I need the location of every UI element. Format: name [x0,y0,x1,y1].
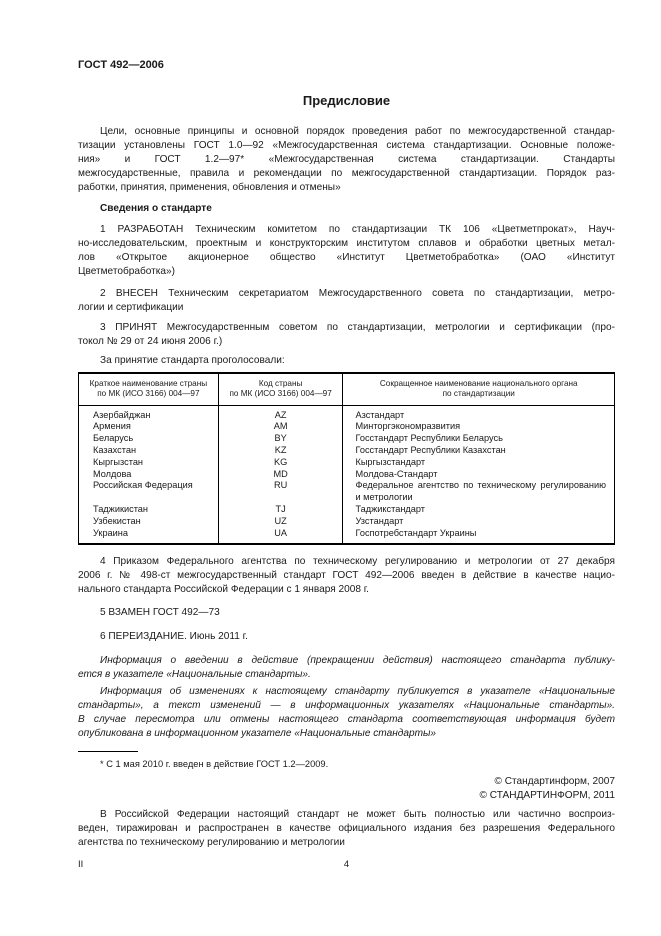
country-row [79,457,615,469]
cell-org: Минторгэкономразвития [343,421,615,433]
notice-paragraph-1 [78,654,615,682]
vote-table-header [79,373,615,405]
cell-country: Российская Федерация [79,480,219,504]
text-line: В случае пересмотра или отмены настоящего стандарта соответствующая информация будет [78,714,615,726]
notice-paragraph-2 [78,685,615,741]
page-footer [78,858,615,871]
text-line: тизации установлены ГОСТ 1.0—92 «Межгосударственная система стандартизации. Основные положе- [78,140,615,151]
country-row [79,433,615,445]
copyright-block [78,775,615,803]
cell-country: Молдова [79,469,219,481]
cell-code: AM [218,421,343,433]
standard-info-heading: Сведения о стандарте [100,203,212,214]
text-line: 2 ВНЕСЕН Техническим секретариатом Межгосударственного совета по стандартизации, метро- [100,288,615,299]
text-line: 2006 г. № 498-ст межгосударственный стандарт ГОСТ 492—2006 введен в действие в качестве нацио- [78,570,615,582]
cell-code: BY [218,433,343,445]
cell-code: KZ [218,445,343,457]
header-country [79,373,219,405]
footer-page-roman: II [78,859,84,871]
text-line: 3 ПРИНЯТ Межгосударственным советом по стандартизации, метрологии и сертификации (про- [100,322,615,333]
footer-page-number: 4 [343,859,350,871]
header-country-line2: по МК (ИСО 3166) 004—97 [97,389,200,399]
cell-org: Госпотребстандарт Украины [343,528,615,545]
cell-country: Кыргызстан [79,457,219,469]
cell-country: Армения [79,421,219,433]
intro-paragraph [78,125,615,195]
cell-org: Федеральное агентство по техническому регулированию и метрологии [343,480,615,504]
item-2-submitted [78,287,615,315]
text-line: ется в указателе «Национальные стандарты». [78,669,311,681]
header-org-line2: по стандартизации [442,389,515,399]
item-6-reissue: 6 ПЕРЕИЗДАНИЕ. Июнь 2011 г. [100,631,248,643]
copyright-line-2007: © Стандартинформ, 2007 [494,776,615,788]
vote-table [78,372,615,545]
text-line: 1 РАЗРАБОТАН Техническим комитетом по стандартизации ТК 106 «Цветметпрокат», Науч- [100,224,615,235]
header-code [218,373,343,405]
doc-code: ГОСТ 492—2006 [78,59,164,71]
text-line: веден, тиражирован и распространен в качестве официального издания без разрешения Федерального [78,823,615,835]
text-line: логии и сертификации [78,302,184,313]
cell-org: Таджикстандарт [343,504,615,516]
cell-country: Казахстан [79,445,219,457]
cell-org: Молдова-Стандарт [343,469,615,481]
item-1-developed [78,223,615,279]
header-org-line1: Сокращенное наименование национального органа [379,379,578,388]
footnote-text: * С 1 мая 2010 г. введен в действие ГОСТ 1.2—2009. [100,759,329,770]
copyright-line-2011: © СТАНДАРТИНФОРМ, 2011 [479,790,615,802]
text-line: Цветметобработка») [78,266,175,277]
page-content [78,0,615,871]
cell-code: AZ [218,405,343,421]
text-line: В Российской Федерации настоящий стандарт не может быть полностью или частично воспроиз- [100,809,615,821]
cell-country: Беларусь [79,433,219,445]
country-row [79,516,615,528]
country-row [79,421,615,433]
cell-code: UA [218,528,343,545]
cell-country: Украина [79,528,219,545]
cell-org: Кыргызстандарт [343,457,615,469]
cell-org: Азстандарт [343,405,615,421]
cell-code: TJ [218,504,343,516]
text-line: Информация о введении в действие (прекращении действия) настоящего стандарта публику- [100,655,615,667]
footnote-block [78,751,615,770]
restriction-paragraph [78,808,615,850]
vote-lead: За принятие стандарта проголосовали: [100,355,285,366]
cell-code: MD [218,469,343,481]
text-line: агентства по техническому регулированию и метрологии [78,837,345,849]
text-line: ния» и ГОСТ 1.2—97* «Межгосударственная система стандартизации. Стандарты [78,154,615,165]
text-line: лов «Открытое акционерное общество «Институт Цветметобработка» (ОАО «Институт [78,252,615,263]
text-line: нального стандарта Российской Федерации с 1 января 2008 г. [78,584,369,596]
item-4-enacted [78,555,615,597]
header-code-line2: по МК (ИСО 3166) 004—97 [229,389,332,399]
item-5-replaces: 5 ВЗАМЕН ГОСТ 492—73 [100,607,220,619]
header-code-line1: Код страны [258,379,303,388]
cell-org: Госстандарт Республики Беларусь [343,433,615,445]
page-title: Предисловие [302,93,391,108]
cell-country: Азербайджан [79,405,219,421]
text-line: работки, принятия, применения, обновления и отмены» [78,182,341,193]
country-row [79,480,615,504]
text-line: токол № 29 от 24 июня 2006 г.) [78,336,223,347]
text-line: 4 Приказом Федерального агентства по техническому регулированию и метрологии от 27 декабря [100,556,615,568]
text-line: Цели, основные принципы и основной порядок проведения работ по межгосударственной стандар- [100,126,615,137]
cell-country: Таджикистан [79,504,219,516]
text-line: но-исследовательским, проектным и конструкторским институтом сплавов и обработки цветных метал- [78,238,615,249]
country-row [79,469,615,481]
country-row [79,405,615,421]
header-org [343,373,615,405]
cell-code: UZ [218,516,343,528]
cell-code: KG [218,457,343,469]
country-row [79,445,615,457]
vote-table-body [79,405,615,544]
item-3-adopted [78,321,615,349]
footnote-rule [78,751,138,752]
country-row [79,528,615,545]
header-row [79,373,615,405]
cell-org: Госстандарт Республики Казахстан [343,445,615,457]
text-line: межгосударственные, правила и рекомендации по межгосударственной стандартизации. Порядок раз- [78,168,615,179]
text-line: Информация об изменениях к настоящему стандарту публикуется в указателе «Национальные [100,686,615,698]
text-line: опубликована в информационном указателе «Национальные стандарты» [78,728,437,740]
header-country-line1: Краткое наименование страны [89,379,208,388]
cell-org: Узстандарт [343,516,615,528]
country-row [79,504,615,516]
cell-code: RU [218,480,343,504]
cell-country: Узбекистан [79,516,219,528]
text-line: стандарты», а текст изменений — в информационных указателях «Национальные стандарты». [78,700,615,712]
